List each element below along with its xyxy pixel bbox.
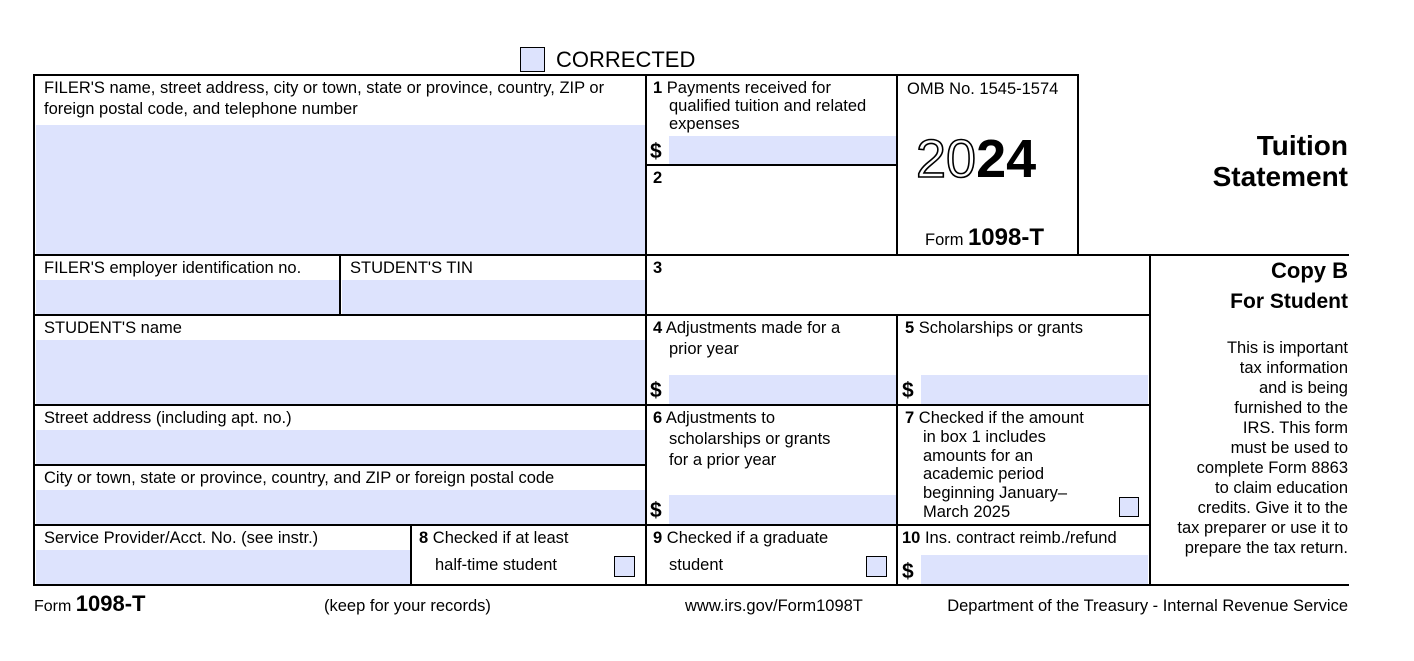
form-title-line1: Tuition bbox=[1256, 130, 1348, 161]
box9-checkbox[interactable] bbox=[866, 556, 887, 577]
tax-year bbox=[916, 131, 1036, 187]
filer-ein-field[interactable] bbox=[36, 280, 339, 315]
box6-amount-field[interactable] bbox=[669, 495, 896, 525]
footer-form-name: 1098-T bbox=[75, 591, 146, 616]
box8-label-line2: half-time student bbox=[435, 556, 557, 574]
box10-amount-field[interactable] bbox=[921, 555, 1148, 584]
student-tin-field[interactable] bbox=[342, 280, 645, 315]
city-label: City or town, state or province, country, and ZIP or foreign postal code bbox=[44, 469, 555, 487]
tax-year-outline: 20 bbox=[916, 129, 977, 189]
service-provider-label: Service Provider/Acct. No. (see instr.) bbox=[44, 529, 319, 547]
grid-line bbox=[1149, 254, 1151, 586]
box8-checkbox[interactable] bbox=[614, 556, 635, 577]
box2-label: 2 bbox=[653, 169, 663, 187]
box5-label: 5 Scholarships or grants bbox=[905, 319, 1083, 337]
box1-label-line3: expenses bbox=[669, 115, 740, 133]
filer-name-label: FILER'S name, street address, city or town, state or province, country, ZIP or bbox=[44, 79, 605, 97]
grid-line bbox=[410, 524, 412, 586]
student-name-label: STUDENT'S name bbox=[44, 319, 182, 337]
box9-label-line2: student bbox=[669, 556, 724, 574]
box6-label-line3: for a prior year bbox=[669, 451, 777, 469]
box7-label-line5: beginning January– bbox=[923, 484, 1068, 502]
street-address-field[interactable] bbox=[36, 430, 645, 465]
box10-label: 10 Ins. contract reimb./refund bbox=[902, 529, 1117, 547]
box5-amount-field[interactable] bbox=[921, 375, 1148, 405]
box7-label-line3: amounts for an bbox=[923, 447, 1034, 465]
grid-line bbox=[33, 254, 1349, 256]
box1-dollar-sign: $ bbox=[650, 140, 662, 163]
box7-label-line4: academic period bbox=[923, 465, 1045, 483]
for-student-label: For Student bbox=[1230, 290, 1348, 313]
filer-name-field[interactable] bbox=[36, 125, 645, 254]
grid-line bbox=[33, 524, 1151, 526]
box6-dollar-sign: $ bbox=[650, 499, 662, 522]
form-title bbox=[1213, 130, 1348, 192]
city-field[interactable] bbox=[36, 490, 645, 525]
box4-label-line2: prior year bbox=[669, 340, 739, 358]
grid-line bbox=[33, 584, 1349, 586]
box4-amount-field[interactable] bbox=[669, 375, 896, 405]
filer-name-label-cont: foreign postal code, and telephone number bbox=[44, 100, 358, 118]
corrected-label: CORRECTED bbox=[556, 47, 696, 72]
grid-line bbox=[33, 464, 647, 466]
box6-label-line2: scholarships or grants bbox=[669, 430, 831, 448]
box3-label: 3 bbox=[653, 259, 663, 277]
grid-line bbox=[33, 404, 1151, 406]
footer-form-prefix: Form bbox=[34, 598, 72, 615]
corrected-checkbox[interactable] bbox=[520, 47, 545, 72]
footer-url: www.irs.gov/Form1098T bbox=[685, 597, 863, 615]
grid-line bbox=[33, 314, 1151, 316]
grid-line bbox=[339, 254, 341, 316]
filer-ein-label: FILER'S employer identification no. bbox=[44, 259, 302, 277]
box9-label: 9 Checked if a graduate bbox=[653, 529, 829, 547]
box1-amount-field[interactable] bbox=[669, 136, 896, 165]
grid-line bbox=[645, 74, 647, 586]
service-provider-field[interactable] bbox=[36, 550, 410, 584]
box4-dollar-sign: $ bbox=[650, 379, 662, 402]
box1-number: 1 bbox=[653, 79, 663, 97]
box7-label-line6: March 2025 bbox=[923, 503, 1011, 521]
box6-label: 6 Adjustments to bbox=[653, 409, 776, 427]
box1-label-line2: qualified tuition and related bbox=[669, 97, 867, 115]
box5-dollar-sign: $ bbox=[902, 379, 914, 402]
grid-line bbox=[646, 164, 898, 166]
box7-label: 7 Checked if the amount bbox=[905, 409, 1084, 427]
student-tin-label: STUDENT'S TIN bbox=[350, 259, 473, 277]
copy-b-label: Copy B bbox=[1271, 258, 1348, 283]
footer-keep-note: (keep for your records) bbox=[324, 597, 491, 615]
box4-label: 4 Adjustments made for a bbox=[653, 319, 841, 337]
form-title-line2: Statement bbox=[1212, 161, 1348, 192]
copy-notice: This is important tax information and is being furnished to the IRS. This form must be used to complete Form 8863 to claim education credits. Give it to the tax preparer or use it to prepare the tax return. bbox=[1177, 339, 1348, 557]
street-address-label: Street address (including apt. no.) bbox=[44, 409, 292, 427]
student-name-field[interactable] bbox=[36, 340, 645, 405]
box10-dollar-sign: $ bbox=[902, 560, 914, 583]
footer-form-id bbox=[34, 591, 146, 617]
grid-line bbox=[33, 74, 1079, 76]
grid-line bbox=[1077, 74, 1079, 256]
grid-line bbox=[33, 74, 35, 586]
omb-number: OMB No. 1545-1574 bbox=[907, 80, 1059, 98]
box8-label: 8 Checked if at least bbox=[419, 529, 569, 547]
grid-line bbox=[896, 314, 898, 586]
form-prefix: Form bbox=[925, 231, 964, 249]
box7-checkbox[interactable] bbox=[1119, 497, 1139, 517]
form-id bbox=[925, 224, 1044, 252]
tax-year-bold: 24 bbox=[976, 129, 1037, 189]
box1-label: 1 Payments received for bbox=[653, 79, 831, 97]
grid-line bbox=[896, 74, 898, 256]
footer-department: Department of the Treasury - Internal Revenue Service bbox=[947, 597, 1348, 615]
box7-label-line2: in box 1 includes bbox=[923, 428, 1046, 446]
form-name: 1098-T bbox=[967, 224, 1044, 251]
